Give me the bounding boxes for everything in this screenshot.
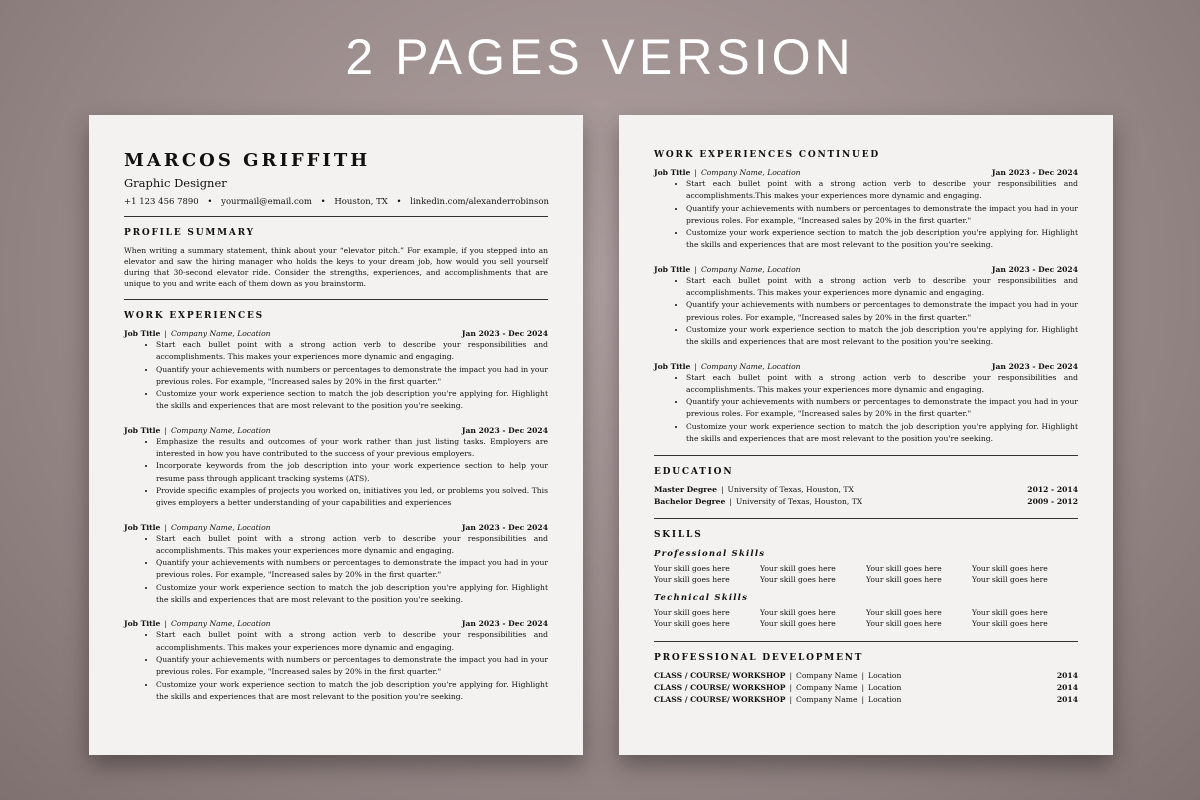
section-divider	[654, 641, 1078, 642]
candidate-name: MARCOS GRIFFITH	[124, 150, 371, 171]
job-entry	[654, 167, 1078, 252]
pd-row: CLASS / COURSE/ WORKSHOP | Company Name | Location 2014	[654, 671, 1078, 681]
job-bullet: • Provide specific examples of projects you worked on, initiatives you led, or problems you solved. This gives employers a better understanding of your capabilities and experiences	[156, 485, 548, 510]
job-bullet: • Start each bullet point with a strong action verb to describe your responsibilities and accomplishments. This makes your experiences more dynamic and engaging.	[156, 533, 548, 558]
banner-title: 2 PAGES VERSION	[345, 29, 855, 85]
job-company: Company Name, Location	[170, 619, 271, 629]
job-company: Company Name, Location	[700, 168, 801, 177]
job-bullet: • Customize your work experience section to match the job description you're applying for. Highlight the skills and experiences that are most relevant to the position you're seeking.	[686, 421, 1078, 446]
bullet-separator: •	[207, 197, 213, 207]
skill-item: Your skill goes here	[654, 564, 730, 574]
skill-item: Your skill goes here	[866, 575, 942, 585]
section-divider	[654, 455, 1078, 456]
skill-item: Your skill goes here	[654, 575, 730, 585]
work-continued-heading: WORK EXPERIENCES CONTINUED	[654, 150, 880, 160]
section-divider	[654, 518, 1078, 519]
contact-location: Houston, TX	[334, 197, 388, 207]
pd-company: Company Name	[796, 695, 858, 705]
candidate-role: Graphic Designer	[124, 176, 227, 190]
bullet-separator: •	[320, 197, 326, 207]
profile-summary-heading: PROFILE SUMMARY	[124, 228, 255, 238]
job-dates: Jan 2023 - Dec 2024	[461, 522, 548, 532]
job-dates: Jan 2023 - Dec 2024	[461, 619, 548, 629]
education-years: 2009 - 2012	[1027, 497, 1078, 507]
skill-item: Your skill goes here	[866, 608, 942, 618]
professional-development-heading: PROFESSIONAL DEVELOPMENT	[654, 653, 864, 664]
job-entry	[124, 618, 548, 703]
job-entry	[654, 361, 1078, 446]
job-bullet: • Start each bullet point with a strong action verb to describe your responsibilities and accomplishments. This makes your experiences more dynamic and engaging.	[686, 372, 1078, 397]
pd-year: 2014	[1056, 695, 1078, 705]
degree: Master Degree	[654, 485, 717, 495]
job-bullet: • Start each bullet point with a strong action verb to describe your responsibilities and accomplishments. This makes your experiences more dynamic and engaging.	[156, 339, 548, 364]
job-title: Job Title	[124, 522, 161, 532]
job-bullet: • Customize your work experience section to match the job description you're applying for. Highlight the skills and experiences that are most relevant to the position you're seeking.	[686, 227, 1078, 252]
skill-item: Your skill goes here	[972, 619, 1048, 629]
skill-item: Your skill goes here	[866, 564, 942, 574]
pd-row: CLASS / COURSE/ WORKSHOP | Company Name | Location 2014	[654, 683, 1078, 693]
pd-row: CLASS / COURSE/ WORKSHOP | Company Name | Location 2014	[654, 695, 1078, 705]
pd-location: Location	[868, 683, 902, 693]
skill-item: Your skill goes here	[760, 608, 836, 618]
job-dates: Jan 2023 - Dec 2024	[991, 168, 1078, 177]
skill-item: Your skill goes here	[972, 608, 1048, 618]
job-bullet: • Quantify your achievements with numbers or percentages to demonstrate the impact you had in your previous roles. For example, "Increased sales by 20% in the first quarter."	[686, 203, 1078, 228]
job-bullet: • Start each bullet point with a strong action verb to describe your responsibilities and accomplishments.This makes your experiences more dynamic and engaging.	[686, 178, 1078, 203]
school: University of Texas, Houston, TX	[735, 497, 863, 507]
pd-course: CLASS / COURSE/ WORKSHOP	[654, 683, 786, 693]
job-header: Job Title | Company Name, Location Jan 2023 - Dec 2024	[124, 522, 548, 532]
job-bullet: • Customize your work experience section to match the job description you're applying for. Highlight the skills and experiences that are most relevant to the position you're seeking.	[686, 324, 1078, 349]
professional-development-list	[654, 670, 1078, 706]
contact-phone: +1 123 456 7890	[124, 197, 199, 207]
job-bullet: • Quantify your achievements with numbers or percentages to demonstrate the impact you had in your previous roles. For example, "Increased sales by 20% in the first quarter."	[156, 654, 548, 679]
pd-company: Company Name	[796, 683, 858, 693]
education-years: 2012 - 2014	[1027, 485, 1078, 495]
degree: Bachelor Degree	[654, 497, 726, 507]
job-bullet: • Customize your work experience section to match the job description you're applying for. Highlight the skills and experiences that are most relevant to the position you're seeking.	[156, 582, 548, 607]
job-bullet: • Customize your work experience section to match the job description you're applying for. Highlight the skills and experiences that are most relevant to the position you're seeking.	[156, 388, 548, 413]
job-header: Job Title | Company Name, Location Jan 2023 - Dec 2024	[124, 619, 548, 629]
job-title: Job Title	[124, 425, 161, 435]
job-title: Job Title	[654, 264, 691, 274]
job-dates: Jan 2023 - Dec 2024	[991, 361, 1078, 371]
job-bullet: • Customize your work experience section to match the job description you're applying for. Highlight the skills and experiences that are most relevant to the position you're seeking.	[156, 679, 548, 704]
job-header: Job Title | Company Name, Location Jan 2023 - Dec 2024	[124, 329, 548, 338]
skill-item: Your skill goes here	[866, 619, 942, 629]
job-title: Job Title	[124, 329, 161, 338]
job-bullet: • Emphasize the results and outcomes of your work rather than just listing tasks. Employers are interested in how you have contributed to the success of your previous employers.	[156, 436, 548, 461]
job-company: Company Name, Location	[700, 264, 801, 274]
technical-skills-heading: Technical Skills	[654, 593, 749, 604]
job-bullet: • Incorporate keywords from the job description into your work experience section to help your resume pass through applicant tracking systems (ATS).	[156, 460, 548, 485]
professional-skills-heading: Professional Skills	[654, 549, 766, 560]
skill-item: Your skill goes here	[972, 575, 1048, 585]
pd-course: CLASS / COURSE/ WORKSHOP	[654, 695, 786, 705]
job-company: Company Name, Location	[170, 329, 271, 338]
contact-email: yourmail@email.com	[221, 197, 312, 207]
pd-location: Location	[868, 671, 902, 681]
job-bullet: • Quantify your achievements with numbers or percentages to demonstrate the impact you had in your previous roles. For example, "Increased sales by 20% in the first quarter."	[686, 299, 1078, 324]
school: University of Texas, Houston, TX	[727, 485, 854, 495]
job-company: Company Name, Location	[700, 361, 801, 371]
job-bullet: • Quantify your achievements with numbers or percentages to demonstrate the impact you had in your previous roles. For example, "Increased sales by 20% in the first quarter."	[156, 557, 548, 582]
technical-skills-grid	[654, 607, 1078, 629]
job-dates: Jan 2023 - Dec 2024	[461, 425, 548, 435]
job-bullet: • Quantify your achievements with numbers or percentages to demonstrate the impact you had in your previous roles. For example, "Increased sales by 20% in the first quarter."	[686, 396, 1078, 421]
job-title: Job Title	[654, 361, 691, 371]
skill-item: Your skill goes here	[760, 619, 836, 629]
job-title: Job Title	[654, 168, 691, 177]
job-dates: Jan 2023 - Dec 2024	[991, 264, 1078, 274]
profile-summary-text: When writing a summary statement, think about your “elevator pitch.” For example, if you stepped into an elevator and saw the hiring manager who holds the keys to your dream job, how would you sell yourself during that 30-second elevator ride. Consider the strengths, experiences, and accomplishments that are unique to you and write each of them down as you brainstorm.	[124, 246, 548, 288]
section-divider	[124, 216, 548, 217]
job-header: Job Title | Company Name, Location Jan 2023 - Dec 2024	[654, 264, 1078, 274]
professional-skills-grid	[654, 563, 1078, 585]
work-experiences-heading: WORK EXPERIENCES	[124, 311, 264, 321]
job-entry	[124, 522, 548, 607]
education-heading: EDUCATION	[654, 467, 734, 478]
education-row: Bachelor Degree | University of Texas, Houston, TX 2009 - 2012	[654, 497, 1078, 507]
job-dates: Jan 2023 - Dec 2024	[461, 329, 548, 338]
education-row: Master Degree | University of Texas, Houston, TX 2012 - 2014	[654, 485, 1078, 495]
job-title: Job Title	[124, 619, 161, 629]
job-company: Company Name, Location	[170, 522, 271, 532]
skills-heading: SKILLS	[654, 530, 703, 541]
resume-page-2	[619, 115, 1113, 755]
skill-item: Your skill goes here	[654, 619, 730, 629]
contact-line	[124, 196, 548, 208]
job-company: Company Name, Location	[170, 425, 271, 435]
job-entry	[124, 328, 548, 413]
pd-course: CLASS / COURSE/ WORKSHOP	[654, 671, 786, 681]
job-header: Job Title | Company Name, Location Jan 2023 - Dec 2024	[654, 168, 1078, 177]
skill-item: Your skill goes here	[972, 564, 1048, 574]
skill-item: Your skill goes here	[760, 575, 836, 585]
bullet-separator: •	[396, 197, 402, 207]
pd-location: Location	[868, 695, 902, 705]
resume-page-1	[89, 115, 583, 755]
job-bullet: • Start each bullet point with a strong action verb to describe your responsibilities and accomplishments. This makes your experiences more dynamic and engaging.	[686, 275, 1078, 300]
job-header: Job Title | Company Name, Location Jan 2023 - Dec 2024	[654, 361, 1078, 371]
education-list	[654, 484, 1078, 508]
skill-item: Your skill goes here	[654, 608, 730, 618]
job-entry	[654, 264, 1078, 349]
job-bullet: • Start each bullet point with a strong action verb to describe your responsibilities and accomplishments. This makes your experiences more dynamic and engaging.	[156, 629, 548, 654]
section-divider	[124, 299, 548, 300]
contact-linkedin: linkedin.com/alexanderrobinson	[410, 197, 549, 207]
skill-item: Your skill goes here	[760, 564, 836, 574]
job-header: Job Title | Company Name, Location Jan 2023 - Dec 2024	[124, 425, 548, 435]
pd-company: Company Name	[796, 671, 858, 681]
pd-year: 2014	[1056, 671, 1078, 681]
job-bullet: • Quantify your achievements with numbers or percentages to demonstrate the impact you had in your previous roles. For example, "Increased sales by 20% in the first quarter."	[156, 364, 548, 389]
pd-year: 2014	[1056, 683, 1078, 693]
job-entry	[124, 425, 548, 510]
